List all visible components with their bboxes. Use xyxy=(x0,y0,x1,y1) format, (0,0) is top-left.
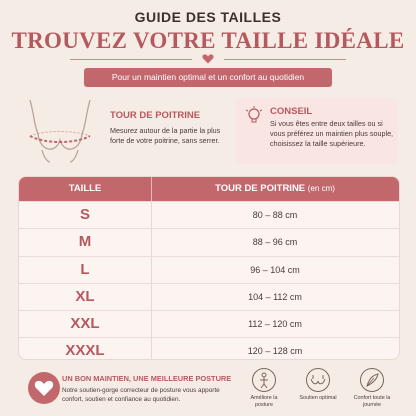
size-cell: XXXL xyxy=(65,342,105,360)
size-cell: M xyxy=(78,233,92,251)
table-row xyxy=(19,256,399,283)
feature-posture xyxy=(244,368,284,408)
footer-title: UN BON MAINTIEN, UNE MEILLEURE POSTURE xyxy=(62,374,232,383)
range-cell: 104 – 112 cm xyxy=(248,291,302,302)
size-cell: S xyxy=(79,206,90,223)
lightbulb-icon xyxy=(244,106,264,126)
range-cell: 96 – 104 cm xyxy=(250,264,300,275)
pre-title: GUIDE DES TAILLES xyxy=(134,9,282,25)
footer xyxy=(18,368,398,412)
feature-label: Confort toute la journée xyxy=(353,395,391,408)
range-cell: 80 – 88 cm xyxy=(252,210,298,220)
size-cell: XL xyxy=(75,287,95,305)
feature-label: Soutien optimal xyxy=(299,395,337,401)
feather-icon xyxy=(360,368,384,392)
tip-text: Si vous êtes entre deux tailles ou si vous préférez un maintien plus souple, choisissez la taille supérieure. xyxy=(270,119,394,148)
feature-label: Améliore la posture xyxy=(250,395,278,408)
bust-measure-icon xyxy=(20,94,100,164)
col-size-header: TAILLE xyxy=(68,183,102,194)
subtitle-banner: Pour un maintien optimal et un confort au quotidien xyxy=(84,68,332,87)
measure-text: Mesurez autour de la partie la plus forte de votre poitrine, sans serrer. xyxy=(110,126,221,145)
size-cell: L xyxy=(80,260,90,278)
size-cell: XXL xyxy=(70,315,100,333)
table-row xyxy=(19,228,399,255)
range-cell: 88 – 96 cm xyxy=(252,237,298,248)
table-header xyxy=(19,177,399,201)
feature-support xyxy=(298,368,338,402)
table-row xyxy=(19,283,399,310)
posture-icon xyxy=(252,368,276,392)
measure-title: TOUR DE POITRINE xyxy=(110,110,201,121)
table-row xyxy=(19,310,399,337)
col-measure-header xyxy=(151,177,399,201)
footer-text: Notre soutien-gorge correcteur de posture vous apporte confort, soutien et confiance au quotidien. xyxy=(62,387,220,403)
title-divider xyxy=(70,54,346,64)
page-title: TROUVEZ VOTRE TAILLE IDÉALE xyxy=(11,28,405,53)
heart-badge xyxy=(28,372,60,404)
range-cell: 120 – 128 cm xyxy=(247,346,303,357)
heart-icon xyxy=(202,54,214,64)
col-measure-label: TOUR DE POITRINE xyxy=(215,183,306,194)
table-row xyxy=(19,201,399,228)
col-measure-unit: (en cm) xyxy=(307,184,335,193)
table-row xyxy=(19,337,399,360)
heart-icon xyxy=(28,372,60,404)
tip-box xyxy=(236,98,398,164)
feature-comfort xyxy=(352,368,392,408)
size-table xyxy=(18,176,400,360)
bra-icon xyxy=(306,368,330,392)
range-cell: 112 – 120 cm xyxy=(248,319,302,330)
tip-title: CONSEIL xyxy=(270,106,313,117)
